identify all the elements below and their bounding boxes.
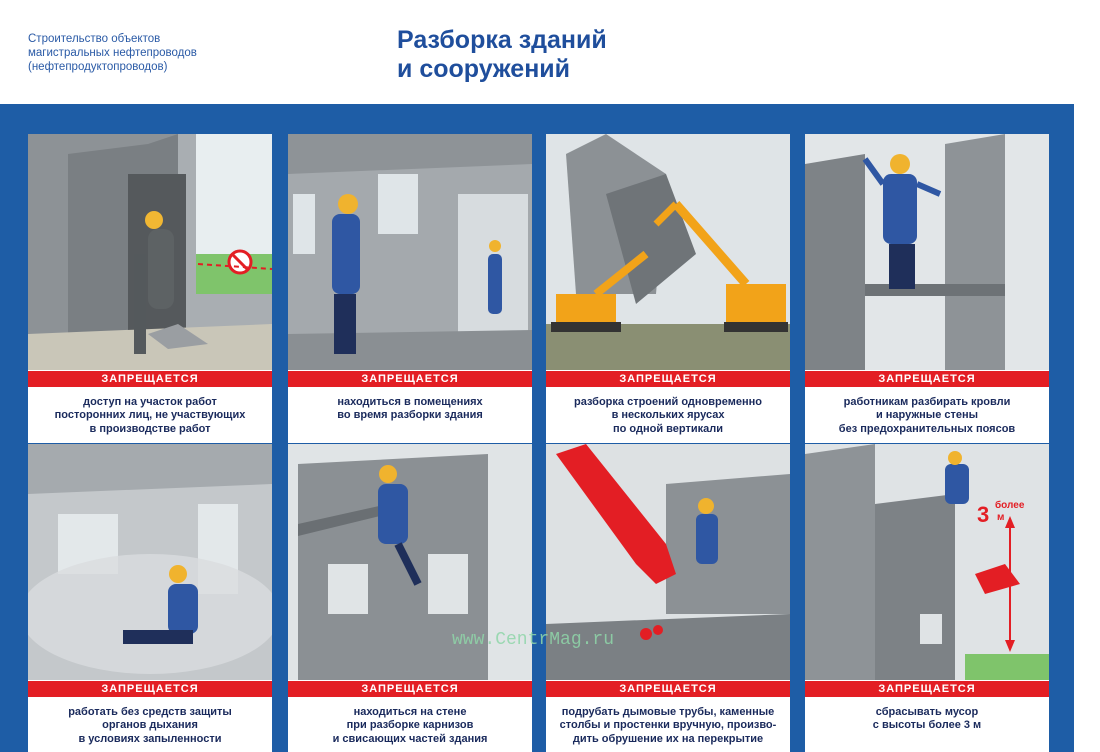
caption-line: находиться на стене — [353, 706, 467, 718]
caption-line: и наружные стены — [875, 409, 979, 422]
scene-roof-no-harness — [805, 134, 1049, 370]
caption-line: посторонних лиц, не участвующих — [54, 409, 246, 422]
panel-8-tag: ЗАПРЕЩАЕТСЯ — [805, 681, 1049, 697]
caption-line: находиться в помещениях — [337, 396, 483, 408]
panel-3 — [546, 134, 790, 443]
title-line-1: Разборка зданий — [397, 26, 607, 54]
panel-2-tag: ЗАПРЕЩАЕТСЯ — [288, 371, 532, 387]
watermark: www.CentrMag.ru — [452, 630, 615, 650]
caption-line: с высоты более 3 м — [872, 719, 982, 732]
height-unit-label: м — [997, 512, 1005, 523]
height-number: 3 — [977, 502, 990, 527]
caption-line: в нескольких ярусах — [611, 409, 725, 422]
panel-4 — [805, 134, 1049, 443]
caption-line: во время разборки здания — [337, 409, 483, 422]
panel-5-caption — [28, 706, 272, 746]
panel-8 — [805, 444, 1049, 752]
caption-line: без предохранительных поясов — [838, 422, 1016, 435]
panel-1-caption — [28, 396, 272, 436]
subtitle-line-3: (нефтепродуктопроводов) — [28, 61, 168, 73]
panel-8-caption — [805, 706, 1049, 733]
panel-6 — [288, 444, 532, 752]
page-title — [397, 26, 607, 84]
subtitle-line-2: магистральных нефтепроводов — [28, 47, 197, 59]
caption-line: и свисающих частей здания — [332, 732, 488, 745]
caption-line: в производстве работ — [89, 422, 211, 435]
caption-line: по одной вертикали — [613, 422, 723, 435]
scene-dropping-debris — [805, 444, 1049, 680]
panel-2-caption — [288, 396, 532, 423]
panel-2 — [288, 134, 532, 443]
panel-7-tag: ЗАПРЕЩАЕТСЯ — [546, 681, 790, 697]
height-more-label: более — [995, 500, 1025, 511]
panel-3-tag: ЗАПРЕЩАЕТСЯ — [546, 371, 790, 387]
panel-4-tag: ЗАПРЕЩАЕТСЯ — [805, 371, 1049, 387]
panel-7-caption — [546, 706, 790, 746]
poster-board — [0, 104, 1074, 752]
scene-dusty-room — [28, 444, 272, 680]
no-entry-sign-icon — [229, 251, 251, 273]
panel-1 — [28, 134, 272, 443]
caption-line: работать без средств защиты — [68, 706, 232, 718]
caption-line: при разборке карнизов — [346, 719, 474, 732]
scene-inside-building — [288, 134, 532, 370]
caption-line: сбрасывать мусор — [875, 706, 979, 718]
caption-line: подрубать дымовые трубы, каменные — [561, 706, 775, 718]
panel-3-caption — [546, 396, 790, 436]
caption-line: разборка строений одновременно — [574, 396, 762, 408]
caption-line: столбы и простенки вручную, произво- — [559, 719, 777, 732]
title-line-2: и сооружений — [397, 55, 571, 83]
scene-excavators — [546, 134, 790, 370]
subtitle-line-1: Строительство объектов — [28, 33, 161, 45]
caption-line: работникам разбирать кровли — [843, 396, 1011, 408]
panel-5 — [28, 444, 272, 752]
caption-line: дить обрушение их на перекрытие — [572, 732, 764, 745]
caption-line: в условиях запыленности — [78, 732, 222, 745]
caption-line: доступ на участок работ — [83, 396, 217, 408]
panel-5-tag: ЗАПРЕЩАЕТСЯ — [28, 681, 272, 697]
panel-7 — [546, 444, 790, 752]
caption-line: органов дыхания — [102, 719, 198, 732]
panel-1-tag: ЗАПРЕЩАЕТСЯ — [28, 371, 272, 387]
panel-4-caption — [805, 396, 1049, 436]
panel-6-caption — [288, 706, 532, 746]
panel-6-tag: ЗАПРЕЩАЕТСЯ — [288, 681, 532, 697]
header-subtitle — [28, 32, 288, 74]
scene-unauthorized-access — [28, 134, 272, 370]
